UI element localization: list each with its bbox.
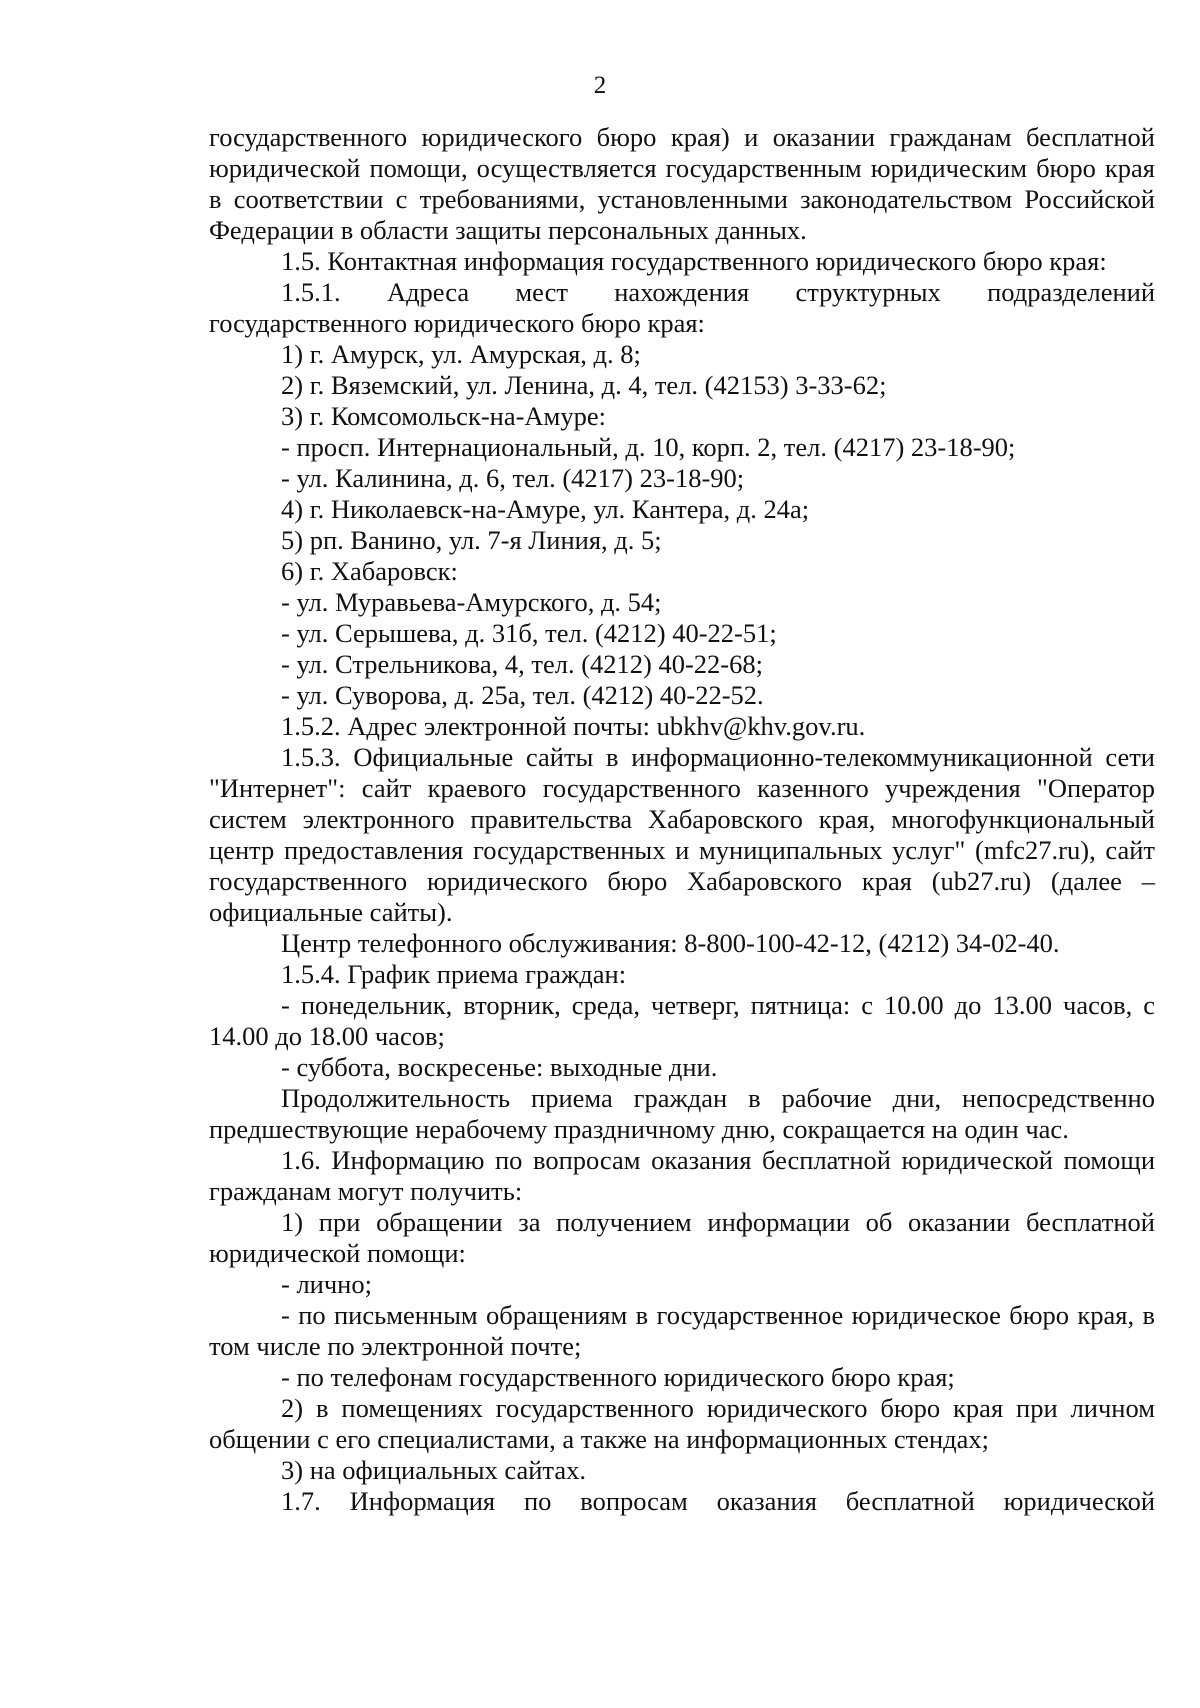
list-item: - по письменным обращениям в государственное юридическое бюро края, в том числе по электронной почте; [209, 1300, 1155, 1361]
list-item: - просп. Интернациональный, д. 10, корп. 2, тел. (4217) 23-18-90; [281, 432, 1016, 462]
list-item: 2) в помещениях государственного юридического бюро края при личном общении с его специалистами, а также на информационных стендах; [209, 1393, 1155, 1454]
list-item: - суббота, воскресенье: выходные дни. [281, 1052, 718, 1082]
list-item: 5) рп. Ванино, ул. 7-я Линия, д. 5; [281, 525, 662, 555]
list-item: - лично; [281, 1269, 372, 1299]
list-item: 3) на официальных сайтах. [281, 1455, 586, 1485]
list-item: - ул. Муравьева-Амурского, д. 54; [281, 587, 662, 617]
list-item: 1) г. Амурск, ул. Амурская, д. 8; [281, 339, 641, 369]
paragraph: 1.5.4. График приема граждан: [281, 959, 627, 989]
list-item: - по телефонам государственного юридического бюро края; [281, 1362, 955, 1392]
list-item: - ул. Калинина, д. 6, тел. (4217) 23-18-90; [281, 463, 745, 493]
list-item: 6) г. Хабаровск: [281, 556, 458, 586]
paragraph: 1.5.1. Адреса мест нахождения структурных подразделений государственного юридического бюро края: [209, 277, 1155, 338]
list-item: 3) г. Комсомольск-на-Амуре: [281, 401, 606, 431]
list-item: - понедельник, вторник, среда, четверг, пятница: с 10.00 до 13.00 часов, с 14.00 до 18.00 часов; [209, 990, 1155, 1051]
paragraph: 1.5. Контактная информация государственного юридического бюро края: [281, 246, 1107, 276]
document-body [209, 122, 1155, 1517]
list-item: - ул. Суворова, д. 25а, тел. (4212) 40-22-52. [281, 680, 764, 710]
list-item: 1) при обращении за получением информации об оказании бесплатной юридической помощи: [209, 1207, 1155, 1268]
paragraph: Центр телефонного обслуживания: 8-800-100-42-12, (4212) 34-02-40. [281, 928, 1060, 958]
page-number: 2 [593, 72, 607, 99]
paragraph: государственного юридического бюро края) и оказании гражданам бесплатной юридической помощи, осуществляется государственным юридическим бюро края в соответствии с требованиями, установленными законодательством Российской Федерации в области защиты персональных данных. [209, 122, 1155, 245]
paragraph: Продолжительность приема граждан в рабочие дни, непосредственно предшествующие нерабочему праздничному дню, сокращается на один час. [209, 1083, 1155, 1144]
list-item: 4) г. Николаевск-на-Амуре, ул. Кантера, д. 24а; [281, 494, 810, 524]
list-item: 2) г. Вяземский, ул. Ленина, д. 4, тел. (42153) 3-33-62; [281, 370, 887, 400]
list-item: - ул. Стрельникова, 4, тел. (4212) 40-22-68; [281, 649, 763, 679]
paragraph: 1.7. Информация по вопросам оказания бесплатной юридической [281, 1486, 1155, 1516]
paragraph: 1.6. Информацию по вопросам оказания бесплатной юридической помощи гражданам могут получить: [209, 1145, 1155, 1206]
paragraph: 1.5.3. Официальные сайты в информационно-телекоммуникационной сети "Интернет": сайт краевого государственного казенного учреждения "Оператор систем электронного правительства Хабаровского края, многофункциональный центр предоставления государственных и муниципальных услуг" (mfc27.ru), сайт государственного юридического бюро Хабаровского края (ub27.ru) (далее – официальные сайты). [209, 742, 1155, 927]
paragraph: 1.5.2. Адрес электронной почты: ubkhv@khv.gov.ru. [281, 711, 866, 741]
list-item: - ул. Серышева, д. 31б, тел. (4212) 40-22-51; [281, 618, 777, 648]
